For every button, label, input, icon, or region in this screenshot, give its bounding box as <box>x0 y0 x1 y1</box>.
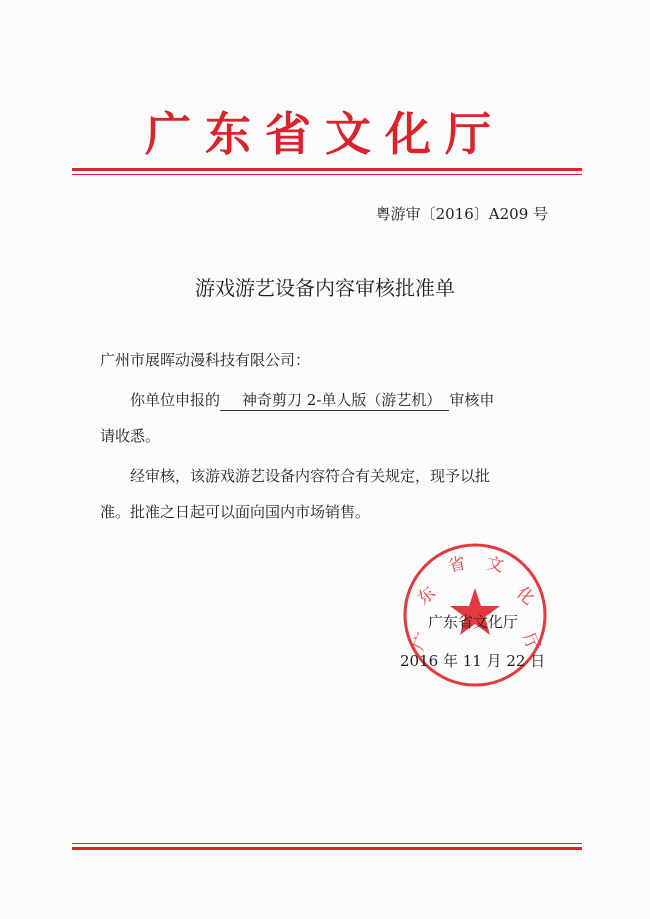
svg-text:东: 东 <box>413 583 440 610</box>
addressee: 广州市展晖动漫科技有限公司： <box>100 351 311 369</box>
svg-text:省: 省 <box>446 553 468 577</box>
svg-text:厅: 厅 <box>517 629 544 654</box>
document-number: 粤游审〔2016〕A209 号 <box>375 205 548 223</box>
letterhead-title: 广东省文化厅 <box>145 107 505 161</box>
document-title: 游戏游艺设备内容审核批准单 <box>195 276 455 300</box>
paragraph-approval <box>100 458 560 530</box>
svg-text:文: 文 <box>484 553 506 577</box>
paragraph-application <box>100 382 560 454</box>
issue-date: 2016 年 11 月 22 日 <box>400 652 546 670</box>
svg-text:广: 广 <box>408 629 435 654</box>
footer-rule-thick <box>72 847 582 850</box>
letterhead-rule-thick <box>72 168 582 171</box>
issuer-name: 广东省文化厅 <box>428 613 519 631</box>
product-name: 神奇剪刀 2-单人版（游艺机） <box>220 390 449 411</box>
paragraph-approval-line1: 经审核，该游戏游艺设备内容符合有关规定，现予以批 <box>130 467 491 485</box>
svg-text:化: 化 <box>512 583 539 610</box>
paragraph-application-line1 <box>100 382 560 418</box>
paragraph-approval-line2: 准。批准之日起可以面向国内市场销售。 <box>100 503 371 521</box>
application-suffix: 审核申 <box>449 391 495 409</box>
footer-rule-thin <box>72 843 582 844</box>
letterhead-rule-thin <box>72 174 582 175</box>
paragraph-application-line2: 请收悉。 <box>100 427 161 445</box>
application-prefix: 你单位申报的 <box>130 391 221 409</box>
